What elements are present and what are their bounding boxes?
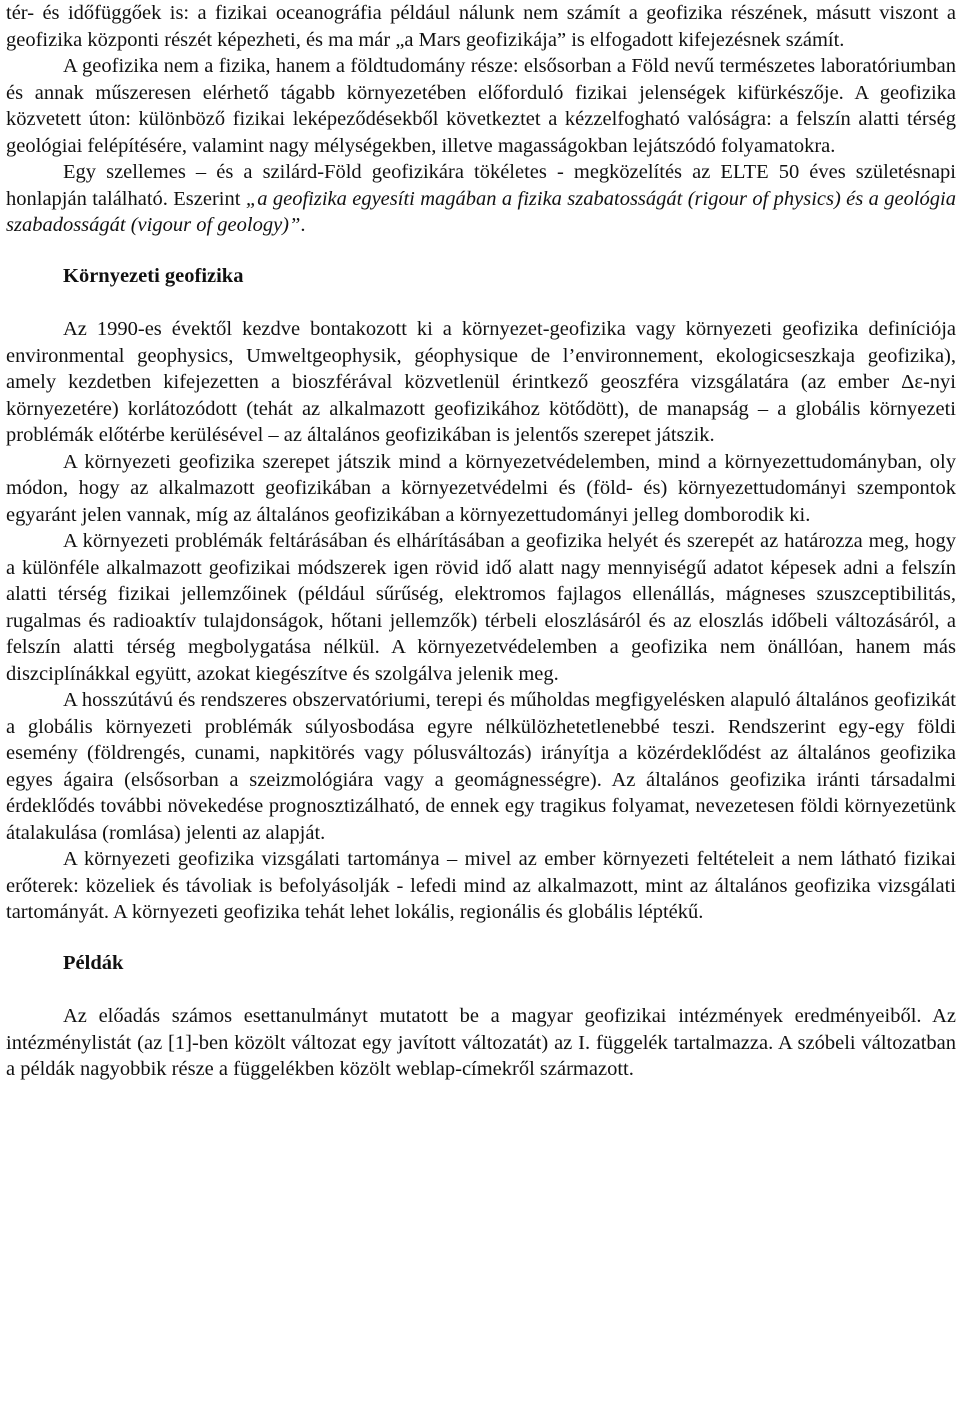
section-heading-environmental-geophysics: Környezeti geofizika [63,264,244,287]
paragraph-continuation: tér- és időfüggőek is: a fizikai oceanográfia például nálunk nem számít a geofizika részének, másutt viszont a geofizika központi részét képezheti, és ma már „a Mars geofizikája” is elfogadott kifejezésnek számít. [6,2,956,51]
quote-end-text: . [300,214,306,236]
section-heading-examples: Példák [63,951,124,974]
paragraph-env-problems: A környezeti problémák feltárásában és elhárításában a geofizika helyét és szerepét az határozza meg, hogy a különféle alkalmazott geofizikai módszerek igen rövid idő alatt nagy mennyiségű adatot képesek adni a felszín alatti térség fizikai jellemzőinek (például sűrűség, elektromos fajlagos ellenállás, mágneses szuszceptibilitás, rugalmas és radioaktív tulajdonságok, hőtani jellemzők) térbeli eloszlásáról és az eloszlás időbeli változásáról, a felszín alatti térség megbolygatása nélkül. A környezetvédelemben a geofizika nem önállóan, hanem más diszciplínákkal együtt, azokat kiegészítve és szolgálva jelenik meg. [6,530,956,685]
quote-lead-text: Egy szellemes – és a szilárd-Föld geofizikára tökéletes - megközelítés az ELTE 50 éves születésnapi honlapján található. Eszerint [6,161,956,210]
paragraph-investigation-domain: A környezeti geofizika vizsgálati tartománya – mivel az ember környezeti feltételeit a nem látható fizikai erőterek: közeliek és távoliak is befolyásolják - lefedi mind az alkalmazott, mint az általános geofizika vizsgálati tartományát. A környezeti geofizika tehát lehet lokális, regionális és globális léptékű. [6,848,956,923]
paragraph-elte-quote [6,159,956,239]
paragraph-env-definition: Az 1990-es évektől kezdve bontakozott ki a környezet-geofizika vagy környezeti geofizika definíciója environmental geophysics, Umweltgeophysik, géophysique de l’environnement, ekologicseszkaja geofizika), amely kezdetben kifejezetten a bioszférával közvetlenül érintkező geoszféra vizsgálatára (az ember Δε-nyi környezetére) korlátozódott (tehát az alkalmazott geofizikához kötődött), de manapság – a globális környezeti problémák előtérbe kerülésével – az általános geofizikában is jelentős szerepet játszik. [6,318,956,446]
paragraph-env-role: A környezeti geofizika szerepet játszik mind a környezetvédelemben, mind a környezettudományban, oly módon, hogy az alkalmazott geofizikában a környezetvédelmi és (föld- és) környezettudományi szempontok egyaránt jelen vannak, míg az általános geofizikában a környezettudományi jelleg domborodik ki. [6,450,956,526]
quote-italic-text: „a geofizika egyesíti magában a fizika szabatosságát (rigour of physics) és a geológia szabadosságát (vigour of geology)” [6,187,956,236]
paragraph-examples: Az előadás számos esettanulmányt mutatott be a magyar geofizikai intézmények eredményeiből. Az intézménylistát (az [1]-ben közölt változat egy javított változatát) az I. függelék tartalmazza. A szóbeli változatban a példák nagyobbik része a függelékben közölt weblap-címekről származott. [6,1005,956,1080]
paragraph-geophysics-definition: A geofizika nem a fizika, hanem a földtudomány része: elsősorban a Föld nevű természetes laboratóriumban és annak műszeresen elérhető tágabb környezetében előforduló fizikai jelenségek kifürkészője. A geofizika közvetett úton: különböző fizikai leképeződésekből következtet a kézzelfogható valóságra: a felszín alatti térség geológiai felépítésére, valamint nagy mélységekben, illetve magasságokban lejátszódó folyamatokra. [6,55,956,157]
paragraph-long-term-observation: A hosszútávú és rendszeres obszervatóriumi, terepi és műholdas megfigyelésken alapuló általános geofizikát a globális környezeti problémák súlyosbodása egyre nélkülözhetetlenebbé teszi. Rendszerint egy-egy földi esemény (földrengés, cunami, napkitörés vagy pólusváltozás) irányítja a közérdeklődést az általános geofizika egyes ágaira (elsősorban a szeizmológiára vagy a geomágnességre). Az általános geofizika iránti társadalmi érdeklődés további növekedése prognosztizálható, de ennek egy tragikus folyamat, nevezetesen földi környezetünk átalakulása (romlása) jelenti az alapját. [6,689,956,844]
